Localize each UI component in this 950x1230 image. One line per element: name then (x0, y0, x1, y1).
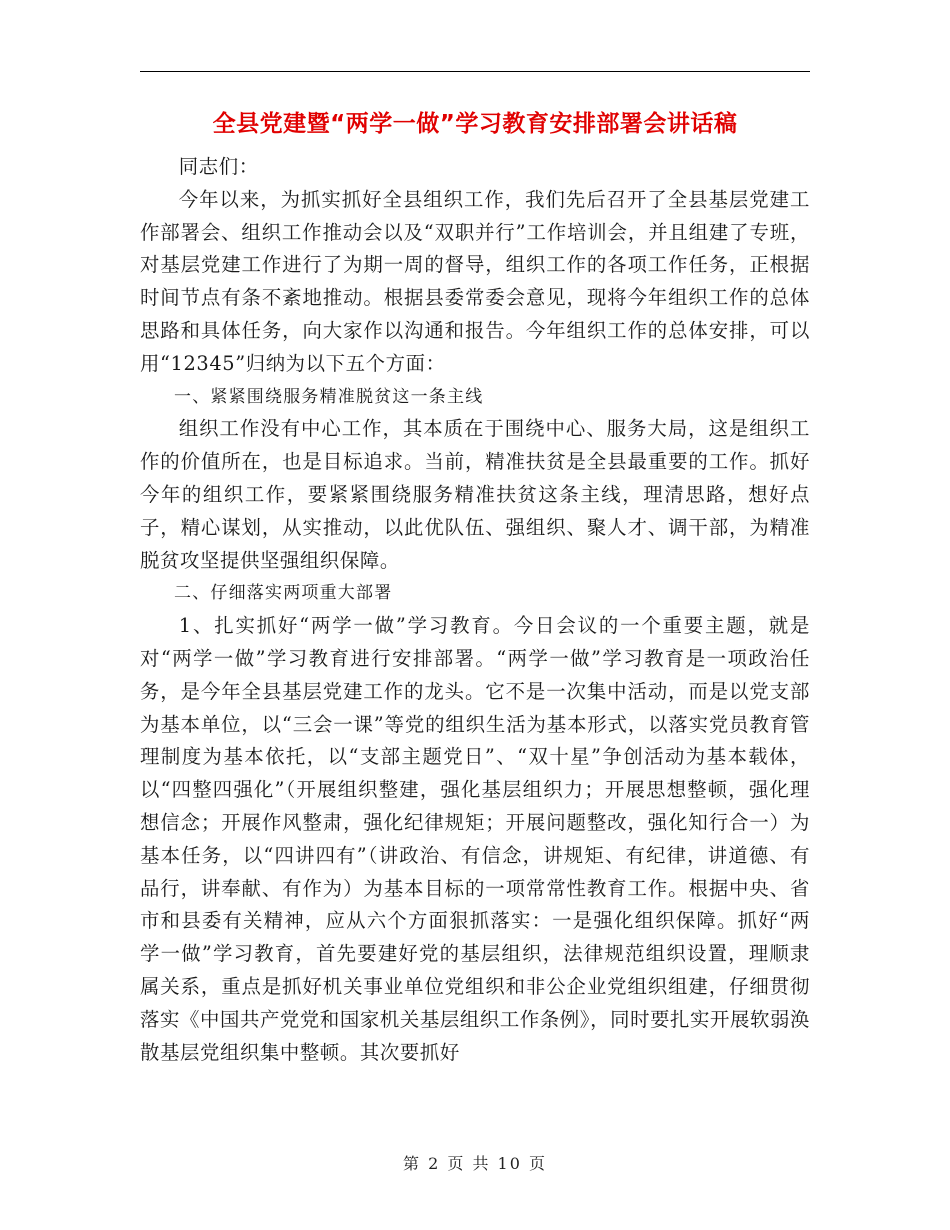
section-heading: 二、仔细落实两项重大部署 (174, 583, 393, 604)
section-heading: 一、紧紧围绕服务精准脱贫这一条主线 (174, 386, 484, 407)
page-footer: 第 2 页 共 10 页 (403, 1154, 547, 1173)
body-paragraph: 组织工作没有中心工作，其本质在于围绕中心、服务大局，这是组织工作的价值所在，也是目标追求。当前，精准扶贫是全县最重要的工作。抓好今年的组织工作，要紧紧围绕服务精准扶贫这条主线，理清思路，想好点子，精心谋划，从实推动，以此优队伍、强组织、聚人才、调干部，为精准脱贫攻坚提供坚强组织保障。 (140, 417, 810, 572)
document-body (140, 151, 810, 1069)
header-rule (140, 71, 810, 72)
salutation-paragraph: 同志们： (178, 155, 259, 178)
body-paragraph: 今年以来，为抓实抓好全县组织工作，我们先后召开了全县基层党建工作部署会、组织工作推动会以及“双职并行”工作培训会，并且组建了专班，对基层党建工作进行了为期一周的督导，组织工作的各项工作任务，正根据时间节点有条不紊地推动。根据县委常委会意见，现将今年组织工作的总体思路和具体任务，向大家作以沟通和报告。今年组织工作的总体安排，可以用“12345”归纳为以下五个方面： (140, 187, 810, 375)
body-paragraph: 1、扎实抓好“两学一做”学习教育。今日会议的一个重要主题，就是对“两学一做”学习教育进行安排部署。“两学一做”学习教育是一项政治任务，是今年全县基层党建工作的龙头。它不是一次集中活动，而是以党支部为基本单位，以“三会一课”等党的组织生活为基本形式，以落实党员教育管理制度为基本依托，以“支部主题党日”、“双十星”争创活动为基本载体，以“四整四强化”（开展组织整建，强化基层组织力；开展思想整顿，强化理想信念；开展作风整肃，强化纪律规矩；开展问题整改，强化知行合一）为基本任务，以“四讲四有”（讲政治、有信念，讲规矩、有纪律，讲道德、有品行，讲奉献、有作为）为基本目标的一项常常性教育工作。根据中央、省市和县委有关精神，应从六个方面狠抓落实：一是强化组织保障。抓好“两学一做”学习教育，首先要建好党的基层组织，法律规范组织设置，理顺隶属关系，重点是抓好机关事业单位党组织和非公企业党组织组建，仔细贯彻落实《中国共产党党和国家机关基层组织工作条例》，同时要扎实开展软弱涣散基层党组织集中整顿。其次要抓好 (140, 614, 810, 1064)
document-title: 全县党建暨“两学一做”学习教育安排部署会讲话稿 (212, 111, 738, 137)
